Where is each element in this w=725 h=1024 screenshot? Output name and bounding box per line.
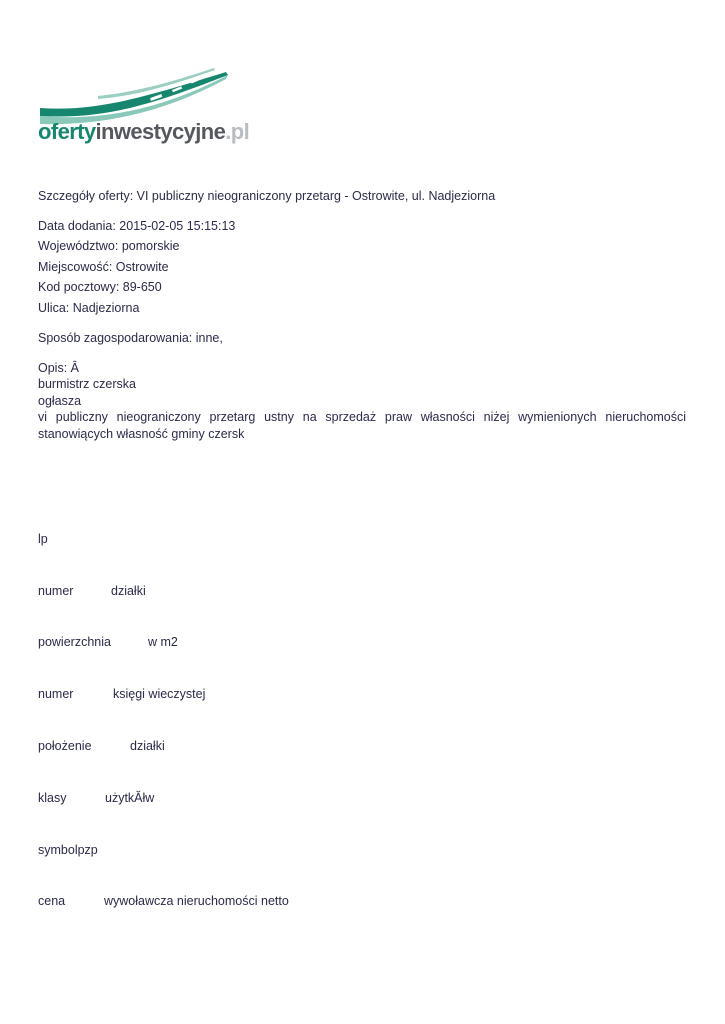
development-type: Sposób zagospodarowania: inne, — [38, 331, 223, 345]
date-added: Data dodania: 2015-02-05 15:15:13 — [38, 219, 236, 233]
header-text-b: użytkĂłw — [105, 791, 155, 805]
street: Ulica: Nadjeziorna — [38, 301, 140, 315]
offer-title: Szczegóły oferty: VI publiczny nieograniczony przetarg - Ostrowite, ul. Nadjeziorna — [38, 189, 496, 203]
logo-part-ofert: oferty — [38, 119, 96, 144]
description-body: vi publiczny nieograniczony przetarg ustny na sprzedaż praw własności niżej wymienionych nieruchomości stanowiących własność gminy czersk — [38, 410, 686, 441]
description-line-1: burmistrz czerska — [38, 377, 136, 391]
header-text-b: księgi wieczystej — [113, 687, 206, 701]
site-logo[interactable] — [38, 66, 250, 150]
header-text-a: lp — [38, 532, 48, 546]
header-text-a: symbolpzp — [38, 843, 98, 857]
description-label: Opis: Â — [38, 361, 79, 375]
header-text-b: w m2 — [148, 635, 178, 649]
header-text-a: numer — [38, 584, 74, 598]
header-text-b: działki — [130, 739, 165, 753]
header-text-b: działki — [111, 584, 146, 598]
logo-part-inwestycyjne: inwestycyjne — [95, 119, 226, 144]
header-text-a: położenie — [38, 739, 92, 753]
voivodeship: Województwo: pomorskie — [38, 239, 180, 253]
header-text-a: powierzchnia — [38, 635, 111, 649]
header-text-a: klasy — [38, 791, 67, 805]
postal-code: Kod pocztowy: 89-650 — [38, 280, 162, 294]
road-logo-icon — [38, 66, 238, 126]
description-line-2: ogłasza — [38, 394, 82, 408]
header-text-b: wywoławcza nieruchomości netto — [104, 894, 289, 908]
header-text-a: cena — [38, 894, 66, 908]
logo-wordmark — [38, 120, 249, 144]
logo-part-pl: .pl — [225, 119, 250, 144]
locality: Miejscowość: Ostrowite — [38, 260, 169, 274]
header-text-a: numer — [38, 687, 74, 701]
